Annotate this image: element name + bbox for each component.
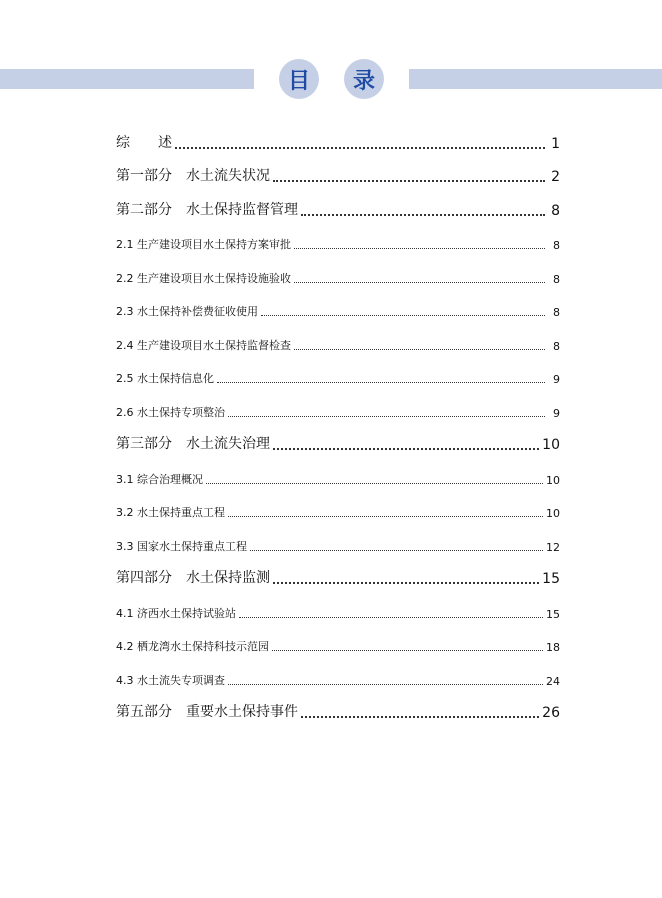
toc-entry-page-number: 10 <box>546 507 560 520</box>
toc-entry-page-number: 12 <box>546 540 560 554</box>
toc-entry-label: 2.4 生产建设项目水土保持监督检查 <box>116 338 291 352</box>
toc-entry-page-number: 24 <box>546 674 560 688</box>
toc-entry-page-number: 1 <box>551 135 560 152</box>
toc-leader-dots <box>294 281 545 283</box>
toc-entry-label: 2.2 生产建设项目水土保持设施验收 <box>116 271 291 285</box>
toc-entry-page-number: 15 <box>542 571 560 587</box>
toc-entry[interactable] <box>116 493 560 527</box>
toc-leader-dots <box>250 549 543 551</box>
toc-entry-label: 2.5 水土保持信息化 <box>116 372 214 385</box>
table-of-contents <box>116 124 560 727</box>
toc-entry-label: 第三部分 水土流失治理 <box>116 436 270 452</box>
toc-entry-label: 4.2 栖龙湾水土保持科技示范园 <box>116 640 269 653</box>
toc-entry[interactable] <box>116 191 560 225</box>
toc-entry[interactable] <box>116 124 560 158</box>
toc-entry-page-number: 10 <box>546 473 560 487</box>
toc-entry[interactable] <box>116 560 560 594</box>
toc-entry-label: 2.3 水土保持补偿费征收使用 <box>116 305 258 318</box>
toc-entry[interactable] <box>116 593 560 627</box>
toc-leader-dots <box>273 447 539 450</box>
toc-entry[interactable] <box>116 694 560 728</box>
toc-entry-page-number: 8 <box>553 239 560 252</box>
title-char-2: 录 <box>344 59 384 99</box>
toc-entry[interactable] <box>116 258 560 292</box>
toc-entry-label: 3.3 国家水土保持重点工程 <box>116 539 247 553</box>
toc-entry-label: 第一部分 水土流失状况 <box>116 168 270 184</box>
toc-leader-dots <box>228 683 543 685</box>
toc-entry[interactable] <box>116 526 560 560</box>
header-band-left <box>0 69 254 89</box>
toc-leader-dots <box>261 314 545 316</box>
toc-entry-page-number: 8 <box>553 272 560 286</box>
toc-entry[interactable] <box>116 158 560 192</box>
title-char-1: 目 <box>279 59 319 99</box>
toc-entry[interactable] <box>116 292 560 326</box>
toc-entry[interactable] <box>116 225 560 259</box>
toc-leader-dots <box>294 247 545 249</box>
toc-entry-label: 3.1 综合治理概况 <box>116 472 203 486</box>
toc-leader-dots <box>273 179 545 182</box>
toc-leader-dots <box>273 581 539 584</box>
toc-entry[interactable] <box>116 660 560 694</box>
toc-entry-label: 第五部分 重要水土保持事件 <box>116 704 298 720</box>
toc-entry-label: 3.2 水土保持重点工程 <box>116 506 225 519</box>
toc-entry-label: 4.3 水土流失专项调查 <box>116 673 225 687</box>
toc-entry-label: 第二部分 水土保持监督管理 <box>116 201 298 218</box>
toc-leader-dots <box>301 213 545 216</box>
toc-entry[interactable] <box>116 627 560 661</box>
toc-entry-page-number: 18 <box>546 641 560 654</box>
toc-entry-page-number: 9 <box>553 373 560 386</box>
toc-entry-label: 4.1 济西水土保持试验站 <box>116 606 236 620</box>
toc-entry-page-number: 2 <box>551 169 560 185</box>
toc-leader-dots <box>272 649 543 651</box>
toc-leader-dots <box>228 515 543 517</box>
toc-entry-label: 综 述 <box>116 134 172 151</box>
toc-entry[interactable] <box>116 392 560 426</box>
toc-entry[interactable] <box>116 359 560 393</box>
toc-entry-page-number: 8 <box>553 306 560 319</box>
toc-entry-label: 2.1 生产建设项目水土保持方案审批 <box>116 238 291 251</box>
toc-entry[interactable] <box>116 426 560 460</box>
toc-entry-page-number: 8 <box>553 339 560 353</box>
toc-entry-page-number: 9 <box>553 406 560 420</box>
toc-leader-dots <box>206 482 543 484</box>
header-band-right <box>409 69 662 89</box>
toc-entry-page-number: 8 <box>551 202 560 219</box>
toc-entry-page-number: 15 <box>546 607 560 621</box>
toc-leader-dots <box>175 146 545 149</box>
toc-entry[interactable] <box>116 459 560 493</box>
toc-entry-label: 2.6 水土保持专项整治 <box>116 405 225 419</box>
toc-entry[interactable] <box>116 325 560 359</box>
toc-leader-dots <box>217 381 545 383</box>
toc-leader-dots <box>228 415 545 417</box>
toc-entry-page-number: 10 <box>542 437 560 453</box>
toc-leader-dots <box>301 715 539 718</box>
toc-entry-page-number: 26 <box>542 705 560 721</box>
toc-entry-label: 第四部分 水土保持监测 <box>116 570 270 586</box>
toc-leader-dots <box>239 616 543 618</box>
toc-leader-dots <box>294 348 545 350</box>
